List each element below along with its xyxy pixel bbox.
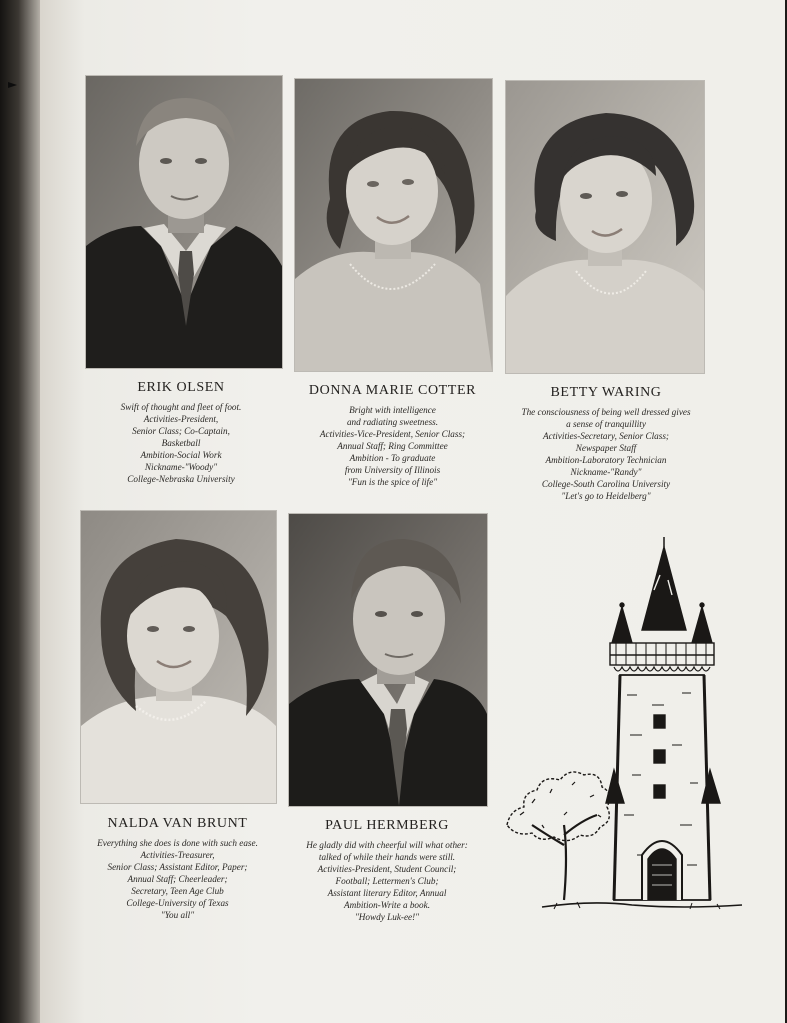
detail-line: Bright with intelligence (349, 405, 436, 415)
detail-line: Basketball (161, 438, 201, 448)
detail-line: He gladly did with cheerful will what other: (306, 840, 468, 850)
student-name: ERIK OLSEN (137, 380, 225, 395)
caption-betty-waring (495, 385, 717, 502)
detail-line: and radiating sweetness. (346, 417, 439, 427)
portrait-erik-olsen (85, 75, 283, 369)
caption-donna-marie-cotter (280, 383, 505, 488)
detail-line: College-South Carolina University (541, 479, 671, 489)
detail-line: Activities-Secretary, Senior Class; (543, 431, 669, 441)
caption-erik-olsen (83, 380, 279, 485)
detail-line: Newspaper Staff (575, 443, 637, 453)
detail-line: College-University of Texas (126, 898, 229, 908)
detail-line: Secretary, Teen Age Club (131, 886, 224, 896)
detail-line: Swift of thought and fleet of foot. (120, 402, 242, 412)
detail-line: Ambition-Laboratory Technician (545, 455, 667, 465)
detail-line: Senior Class; Co-Captain, (132, 426, 230, 436)
detail-line: Annual Staff; Cheerleader; (127, 874, 228, 884)
portrait-betty-waring (505, 80, 705, 374)
detail-line: Football; Lettermen's Club; (335, 876, 439, 886)
detail-line: "Let's go to Heidelberg" (561, 491, 651, 501)
caption-nalda-van-brunt (70, 816, 285, 921)
detail-line: Annual Staff; Ring Committee (337, 441, 448, 451)
detail-line: College-Nebraska University (127, 474, 235, 484)
portrait-paul-hermberg (288, 513, 488, 807)
detail-line: talked of while their hands were still. (318, 852, 456, 862)
student-details (83, 401, 279, 485)
detail-line: Assistant literary Editor, Annual (327, 888, 447, 898)
detail-line: "Howdy Luk-ee!" (354, 912, 420, 922)
student-details (280, 404, 505, 488)
student-name: NALDA VAN BRUNT (107, 816, 248, 831)
detail-line: Ambition - To graduate (349, 453, 436, 463)
detail-line: "You all" (160, 910, 195, 920)
portrait-donna-marie-cotter (294, 78, 493, 372)
student-details (278, 839, 496, 923)
student-name: DONNA MARIE COTTER (308, 383, 477, 398)
student-details (70, 837, 285, 921)
detail-line: Activities-Treasurer, (140, 850, 215, 860)
detail-line: Activities-President, (143, 414, 219, 424)
detail-line: Activities-President, Student Council; (317, 864, 457, 874)
detail-line: The consciousness of being well dressed gives (521, 407, 691, 417)
detail-line: Nickname-"Randy" (570, 467, 642, 477)
student-name: BETTY WARING (550, 385, 662, 400)
detail-line: Activities-Vice-President, Senior Class; (319, 429, 466, 439)
tower-illustration (502, 535, 747, 920)
detail-line: from University of Illinois (344, 465, 441, 475)
detail-line: "Fun is the spice of life" (347, 477, 438, 487)
detail-line: a sense of tranquillity (566, 419, 646, 429)
student-name: PAUL HERMBERG (325, 818, 449, 833)
detail-line: Ambition-Write a book. (344, 900, 430, 910)
detail-line: Ambition-Social Work (140, 450, 222, 460)
detail-line: Senior Class; Assistant Editor, Paper; (107, 862, 248, 872)
caption-paul-hermberg (278, 818, 496, 923)
detail-line: Nickname-"Woody" (144, 462, 218, 472)
portrait-nalda-van-brunt (80, 510, 277, 804)
detail-line: Everything she does is done with such ease. (97, 838, 258, 848)
student-details (495, 406, 717, 502)
